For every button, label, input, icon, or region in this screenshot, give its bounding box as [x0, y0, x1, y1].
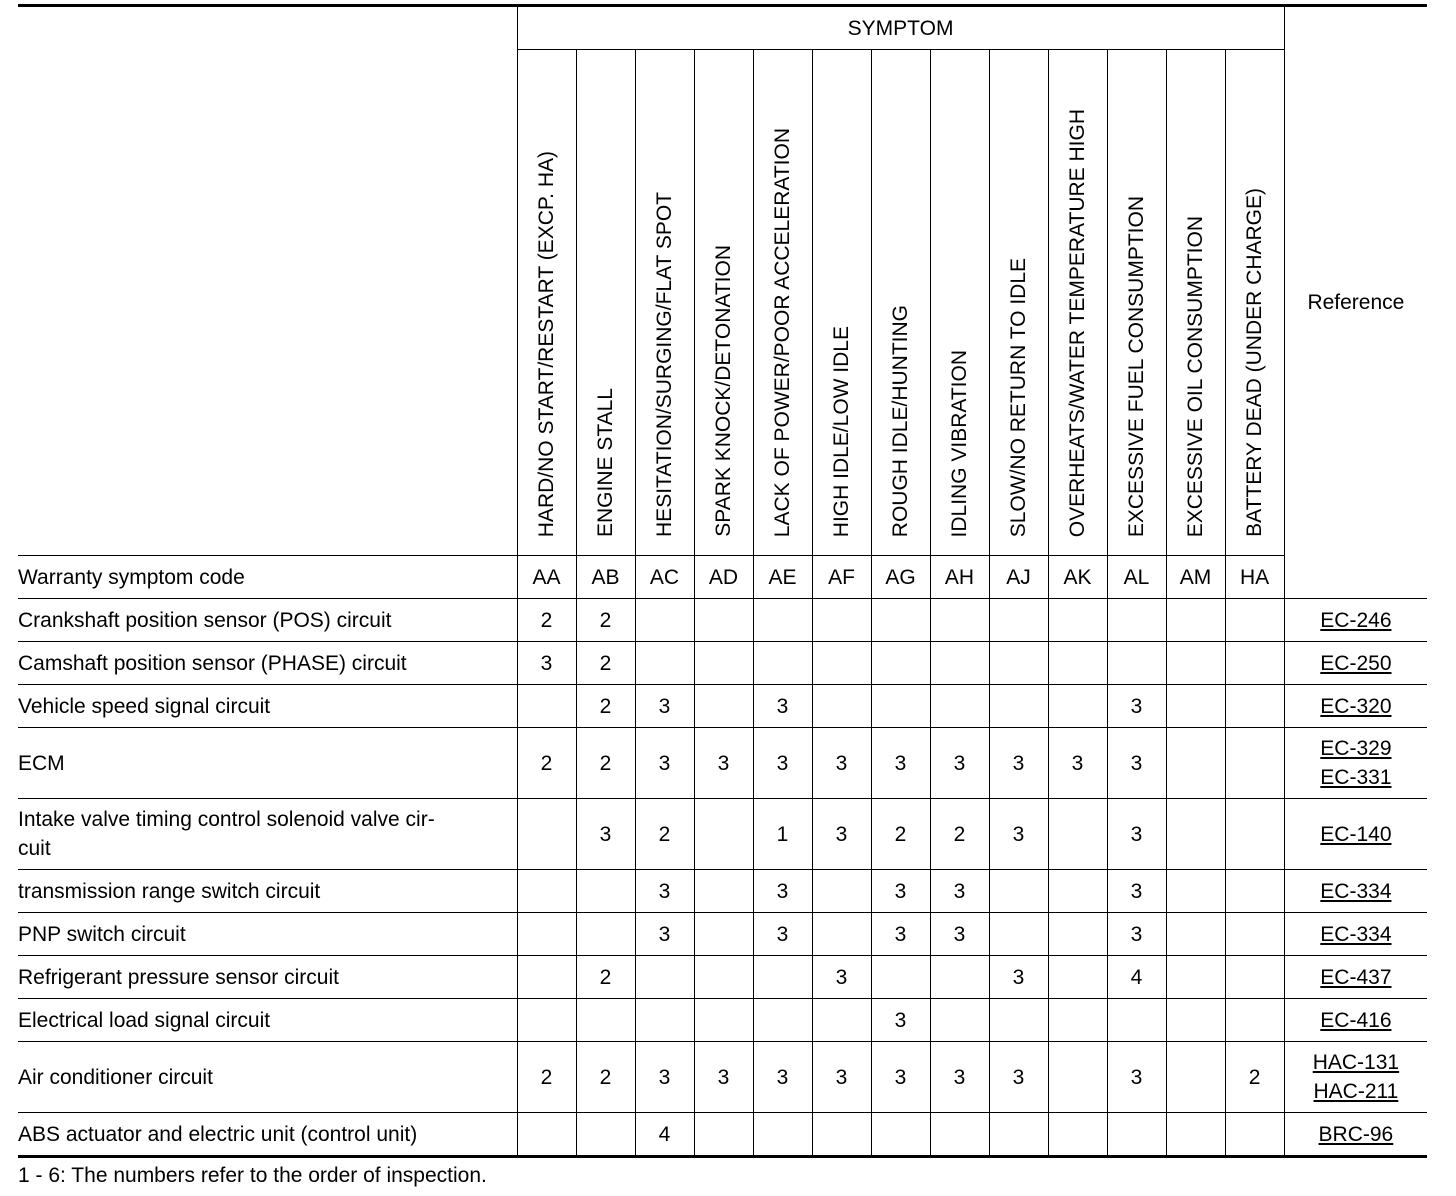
inspection-order-cell	[1225, 1113, 1284, 1157]
inspection-order-cell	[1048, 913, 1107, 956]
inspection-order-cell	[517, 685, 576, 728]
symptom-code: AB	[576, 556, 635, 599]
reference-cell	[1284, 799, 1427, 870]
inspection-order-cell	[930, 685, 989, 728]
inspection-order-cell	[635, 956, 694, 999]
inspection-order-cell: 3	[753, 870, 812, 913]
inspection-order-cell: 3	[753, 913, 812, 956]
inspection-order-cell: 4	[1107, 956, 1166, 999]
symptom-label: LACK OF POWER/POOR ACCELERATION	[770, 127, 794, 537]
inspection-order-cell: 3	[1048, 728, 1107, 799]
symptom-column-header	[812, 50, 871, 556]
inspection-order-cell: 3	[930, 1042, 989, 1113]
inspection-order-cell	[635, 599, 694, 642]
inspection-order-cell	[517, 999, 576, 1042]
table-row	[18, 913, 1427, 956]
inspection-order-cell: 3	[753, 728, 812, 799]
inspection-order-cell	[576, 1113, 635, 1157]
symptom-code: AE	[753, 556, 812, 599]
table-row	[18, 870, 1427, 913]
symptom-label: OVERHEATS/WATER TEMPERATURE HIGH	[1065, 108, 1089, 537]
inspection-order-cell: 2	[517, 1042, 576, 1113]
reference-link[interactable]: EC-140	[1320, 822, 1392, 846]
symptom-code: AJ	[989, 556, 1048, 599]
symptom-label: SLOW/NO RETURN TO IDLE	[1006, 257, 1030, 537]
inspection-order-cell	[930, 956, 989, 999]
inspection-order-cell: 2	[871, 799, 930, 870]
inspection-order-cell	[1048, 685, 1107, 728]
inspection-order-cell	[1107, 999, 1166, 1042]
inspection-order-cell	[753, 642, 812, 685]
symptom-column-header	[576, 50, 635, 556]
inspection-order-cell	[694, 1113, 753, 1157]
inspection-order-cell	[1166, 1113, 1225, 1157]
inspection-order-cell	[576, 999, 635, 1042]
component-name	[18, 685, 517, 728]
inspection-order-cell	[812, 913, 871, 956]
component-name-text: Camshaft position sensor (PHASE) circuit	[18, 651, 407, 675]
component-name-text: ABS actuator and electric unit (control unit)	[18, 1122, 418, 1146]
reference-link[interactable]: EC-246	[1320, 608, 1392, 632]
symptom-code: AH	[930, 556, 989, 599]
inspection-order-cell: 2	[576, 728, 635, 799]
inspection-order-cell	[812, 999, 871, 1042]
inspection-order-cell	[989, 913, 1048, 956]
inspection-order-cell	[1225, 642, 1284, 685]
inspection-order-cell	[812, 685, 871, 728]
symptom-column-header	[517, 50, 576, 556]
reference-header: Reference	[1284, 6, 1427, 599]
component-name	[18, 642, 517, 685]
inspection-order-cell	[871, 599, 930, 642]
inspection-order-cell: 2	[1225, 1042, 1284, 1113]
component-name	[18, 1042, 517, 1113]
component-name-text: Air conditioner circuit	[18, 1065, 213, 1089]
inspection-order-cell	[694, 956, 753, 999]
inspection-order-cell	[812, 599, 871, 642]
component-name	[18, 999, 517, 1042]
inspection-order-cell	[871, 1113, 930, 1157]
inspection-order-cell: 4	[635, 1113, 694, 1157]
inspection-order-cell	[635, 642, 694, 685]
table-row	[18, 1113, 1427, 1157]
component-name	[18, 870, 517, 913]
symptom-column-header	[871, 50, 930, 556]
reference-link[interactable]: EC-334	[1320, 922, 1392, 946]
inspection-order-cell: 3	[871, 728, 930, 799]
component-name-text: Electrical load signal circuit	[18, 1008, 271, 1032]
symptom-code: AA	[517, 556, 576, 599]
inspection-order-cell: 2	[635, 799, 694, 870]
reference-link[interactable]: EC-416	[1320, 1008, 1392, 1032]
inspection-order-cell	[989, 870, 1048, 913]
inspection-order-cell	[1048, 799, 1107, 870]
inspection-order-cell	[1166, 642, 1225, 685]
table-row	[18, 999, 1427, 1042]
inspection-order-cell	[1166, 999, 1225, 1042]
symptom-column-header	[1048, 50, 1107, 556]
symptom-title: SYMPTOM	[517, 6, 1284, 50]
symptom-column-header	[1107, 50, 1166, 556]
component-name-text: Crankshaft position sensor (POS) circuit	[18, 608, 392, 632]
inspection-order-cell	[1225, 999, 1284, 1042]
inspection-order-cell	[1225, 728, 1284, 799]
blank-header-cell	[18, 6, 517, 556]
reference-cell	[1284, 1113, 1427, 1157]
table-row	[18, 799, 1427, 870]
inspection-order-cell: 2	[576, 599, 635, 642]
table-row	[18, 685, 1427, 728]
inspection-order-cell	[930, 599, 989, 642]
symptom-code: AL	[1107, 556, 1166, 599]
inspection-order-cell	[1225, 870, 1284, 913]
symptom-column-header	[930, 50, 989, 556]
inspection-order-cell	[1166, 870, 1225, 913]
inspection-order-cell	[1166, 913, 1225, 956]
reference-cell	[1284, 642, 1427, 685]
inspection-order-cell	[989, 642, 1048, 685]
symptom-column-header	[753, 50, 812, 556]
inspection-order-cell	[753, 999, 812, 1042]
inspection-order-cell	[1107, 1113, 1166, 1157]
inspection-order-cell: 3	[1107, 1042, 1166, 1113]
component-name	[18, 1113, 517, 1157]
inspection-order-cell	[930, 642, 989, 685]
inspection-order-cell: 3	[635, 913, 694, 956]
reference-cell	[1284, 599, 1427, 642]
inspection-order-cell: 3	[635, 870, 694, 913]
inspection-order-cell	[635, 999, 694, 1042]
inspection-order-cell	[1048, 870, 1107, 913]
inspection-order-cell: 3	[871, 1042, 930, 1113]
inspection-order-cell	[576, 870, 635, 913]
component-name-text: transmission range switch circuit	[18, 879, 321, 903]
inspection-order-cell	[1225, 599, 1284, 642]
inspection-order-cell	[1107, 599, 1166, 642]
inspection-order-cell	[871, 685, 930, 728]
inspection-order-cell	[694, 999, 753, 1042]
symptom-column-header	[1225, 50, 1284, 556]
symptom-label: HESITATION/SURGING/FLAT SPOT	[652, 192, 676, 537]
inspection-order-cell	[1225, 685, 1284, 728]
reference-link[interactable]: EC-329	[1320, 737, 1392, 760]
table-row	[18, 956, 1427, 999]
inspection-order-cell: 3	[930, 870, 989, 913]
inspection-order-cell	[1166, 599, 1225, 642]
inspection-order-cell	[1048, 956, 1107, 999]
warranty-code-label: Warranty symptom code	[18, 556, 517, 599]
inspection-order-cell: 3	[989, 956, 1048, 999]
inspection-order-cell: 3	[812, 1042, 871, 1113]
symptom-label: ROUGH IDLE/HUNTING	[888, 304, 912, 537]
inspection-order-cell	[1225, 913, 1284, 956]
symptom-code: AD	[694, 556, 753, 599]
inspection-order-cell	[694, 599, 753, 642]
table-row	[18, 642, 1427, 685]
reference-link[interactable]: EC-320	[1320, 694, 1392, 718]
inspection-order-cell	[517, 1113, 576, 1157]
reference-link[interactable]: HAC-211	[1313, 1080, 1399, 1103]
inspection-order-cell: 3	[930, 913, 989, 956]
inspection-order-cell	[1225, 956, 1284, 999]
symptom-code: AF	[812, 556, 871, 599]
inspection-order-cell: 1	[753, 799, 812, 870]
inspection-order-cell: 3	[635, 728, 694, 799]
inspection-order-cell: 2	[930, 799, 989, 870]
inspection-order-cell: 2	[576, 956, 635, 999]
table-row	[18, 728, 1427, 799]
inspection-order-cell	[1048, 1113, 1107, 1157]
symptom-label: HIGH IDLE/LOW IDLE	[829, 325, 853, 537]
inspection-order-cell	[694, 642, 753, 685]
inspection-order-cell	[1225, 799, 1284, 870]
inspection-order-cell	[694, 913, 753, 956]
inspection-order-cell: 3	[812, 728, 871, 799]
reference-cell	[1284, 728, 1427, 799]
symptom-label: BATTERY DEAD (UNDER CHARGE)	[1242, 188, 1266, 537]
inspection-order-cell: 3	[635, 1042, 694, 1113]
component-name	[18, 799, 517, 870]
reference-link[interactable]: EC-250	[1320, 651, 1392, 675]
inspection-order-cell	[1166, 685, 1225, 728]
inspection-order-cell	[517, 870, 576, 913]
symptom-code: AM	[1166, 556, 1225, 599]
inspection-order-cell: 3	[871, 913, 930, 956]
symptom-column-header	[1166, 50, 1225, 556]
inspection-order-cell	[812, 1113, 871, 1157]
inspection-order-cell	[517, 956, 576, 999]
inspection-order-cell	[517, 913, 576, 956]
reference-cell	[1284, 956, 1427, 999]
inspection-order-cell: 3	[753, 1042, 812, 1113]
inspection-order-cell	[753, 599, 812, 642]
inspection-order-cell: 3	[1107, 799, 1166, 870]
inspection-order-cell	[694, 870, 753, 913]
inspection-order-cell	[694, 799, 753, 870]
inspection-order-cell	[989, 599, 1048, 642]
symptom-label: SPARK KNOCK/DETONATION	[711, 245, 735, 537]
reference-link[interactable]: EC-334	[1320, 879, 1392, 903]
inspection-order-cell	[1048, 642, 1107, 685]
reference-cell	[1284, 870, 1427, 913]
symptom-code: AG	[871, 556, 930, 599]
table-body	[18, 599, 1427, 1157]
inspection-order-cell: 3	[989, 799, 1048, 870]
component-name-text: ECM	[18, 751, 65, 775]
inspection-order-cell: 3	[871, 999, 930, 1042]
inspection-order-cell: 3	[576, 799, 635, 870]
reference-link[interactable]: EC-437	[1320, 965, 1392, 989]
inspection-order-cell	[812, 642, 871, 685]
reference-cell	[1284, 913, 1427, 956]
inspection-order-cell	[989, 999, 1048, 1042]
inspection-order-cell: 2	[517, 728, 576, 799]
symptom-label: IDLING VIBRATION	[947, 349, 971, 537]
component-name-text: PNP switch circuit	[18, 922, 186, 946]
inspection-order-cell	[576, 913, 635, 956]
inspection-order-cell	[930, 999, 989, 1042]
symptom-code: AK	[1048, 556, 1107, 599]
inspection-order-cell: 3	[1107, 728, 1166, 799]
symptom-code: AC	[635, 556, 694, 599]
inspection-order-cell	[1166, 1042, 1225, 1113]
inspection-order-cell: 3	[635, 685, 694, 728]
inspection-order-cell	[871, 956, 930, 999]
symptom-code: HA	[1225, 556, 1284, 599]
reference-cell	[1284, 685, 1427, 728]
reference-cell	[1284, 999, 1427, 1042]
inspection-order-cell	[1048, 999, 1107, 1042]
inspection-order-cell	[1166, 799, 1225, 870]
inspection-order-cell: 3	[1107, 870, 1166, 913]
reference-link[interactable]: HAC-131	[1312, 1051, 1400, 1074]
symptom-label: EXCESSIVE OIL CONSUMPTION	[1183, 215, 1207, 537]
symptom-label: EXCESSIVE FUEL CONSUMPTION	[1124, 195, 1148, 537]
inspection-order-cell: 3	[871, 870, 930, 913]
inspection-order-cell: 3	[812, 799, 871, 870]
inspection-order-cell: 3	[517, 642, 576, 685]
inspection-order-cell	[1048, 599, 1107, 642]
symptom-label: HARD/NO START/RESTART (EXCP. HA)	[534, 150, 558, 537]
inspection-order-cell: 3	[1107, 913, 1166, 956]
inspection-order-cell	[517, 799, 576, 870]
inspection-order-cell	[989, 685, 1048, 728]
reference-link[interactable]: EC-331	[1320, 766, 1392, 789]
inspection-order-cell	[930, 1113, 989, 1157]
inspection-order-cell: 2	[576, 642, 635, 685]
inspection-order-cell	[753, 956, 812, 999]
inspection-order-cell	[1107, 642, 1166, 685]
component-name-text: Intake valve timing control solenoid valve cir- cuit	[18, 808, 435, 860]
symptom-column-header	[635, 50, 694, 556]
inspection-order-cell: 3	[812, 956, 871, 999]
inspection-order-cell	[1166, 956, 1225, 999]
warranty-code-row	[18, 556, 1427, 599]
inspection-order-cell	[871, 642, 930, 685]
reference-link[interactable]: BRC-96	[1318, 1122, 1394, 1146]
inspection-order-cell	[1048, 1042, 1107, 1113]
inspection-order-cell: 2	[517, 599, 576, 642]
component-name	[18, 913, 517, 956]
inspection-order-cell: 3	[694, 1042, 753, 1113]
inspection-order-cell: 3	[694, 728, 753, 799]
inspection-order-cell	[989, 1113, 1048, 1157]
inspection-order-cell: 3	[753, 685, 812, 728]
inspection-order-cell	[1166, 728, 1225, 799]
table-row	[18, 1042, 1427, 1113]
inspection-order-cell: 3	[1107, 685, 1166, 728]
component-name	[18, 599, 517, 642]
inspection-order-cell: 2	[576, 685, 635, 728]
table-row	[18, 599, 1427, 642]
inspection-order-cell: 3	[989, 1042, 1048, 1113]
footnote: 1 - 6: The numbers refer to the order of inspection.	[18, 1164, 487, 1187]
inspection-order-cell	[812, 870, 871, 913]
inspection-order-cell: 2	[576, 1042, 635, 1113]
symptom-matrix-table	[18, 4, 1427, 1158]
inspection-order-cell: 3	[989, 728, 1048, 799]
component-name	[18, 956, 517, 999]
symptom-column-header	[989, 50, 1048, 556]
inspection-order-cell	[753, 1113, 812, 1157]
component-name-text: Refrigerant pressure sensor circuit	[18, 965, 339, 989]
component-name-text: Vehicle speed signal circuit	[18, 694, 271, 718]
symptom-label: ENGINE STALL	[593, 388, 617, 537]
component-name	[18, 728, 517, 799]
reference-cell	[1284, 1042, 1427, 1113]
inspection-order-cell: 3	[930, 728, 989, 799]
inspection-order-cell	[694, 685, 753, 728]
symptom-column-header	[694, 50, 753, 556]
